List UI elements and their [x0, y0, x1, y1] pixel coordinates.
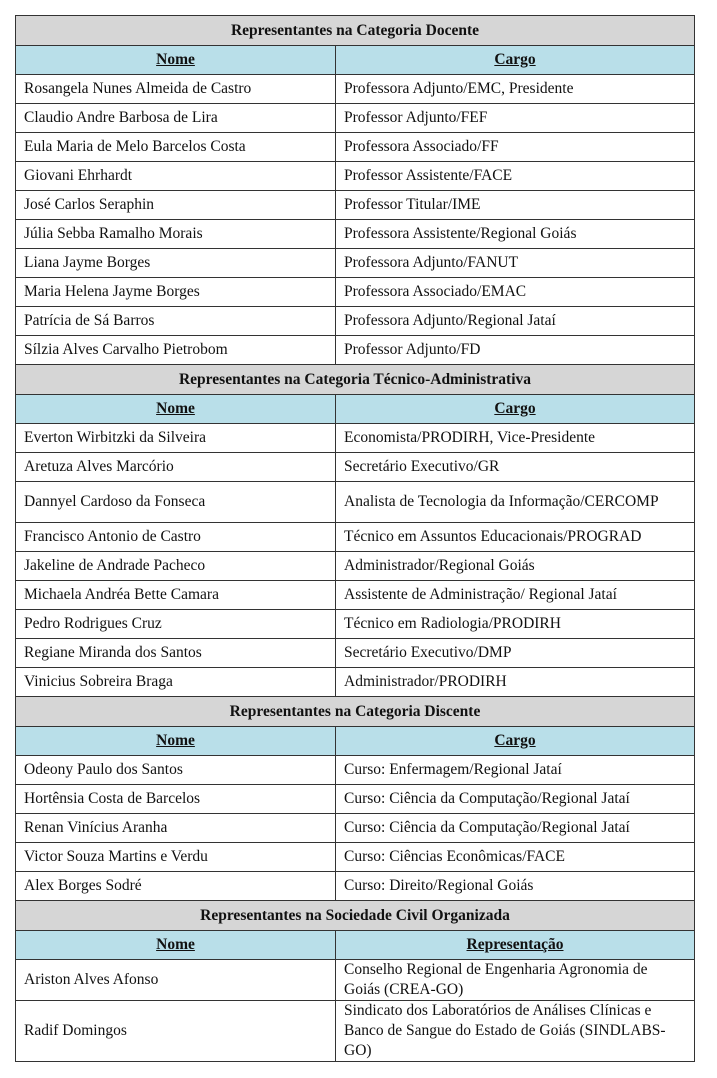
- column-header-row: [16, 931, 695, 960]
- table-row: [16, 453, 695, 482]
- section-header-sociedade-civil: [16, 901, 695, 931]
- role-cell: Professora Adjunto/EMC, Presidente: [336, 75, 695, 104]
- role-cell: Professora Associado/FF: [336, 133, 695, 162]
- table-row: [16, 960, 695, 1001]
- table-row: [16, 814, 695, 843]
- table-row: [16, 278, 695, 307]
- representation-cell: Sindicato dos Laboratórios de Análises Clínicas e Banco de Sangue do Estado de Goiás (SINDLABS-GO): [336, 1001, 695, 1062]
- table-row: [16, 133, 695, 162]
- role-cell: Assistente de Administração/ Regional Jataí: [336, 581, 695, 610]
- section-header-discente: [16, 697, 695, 727]
- column-header-nome: Nome: [16, 395, 336, 424]
- name-cell: Renan Vinícius Aranha: [16, 814, 336, 843]
- role-cell: Economista/PRODIRH, Vice-Presidente: [336, 424, 695, 453]
- role-cell: Curso: Direito/Regional Goiás: [336, 872, 695, 901]
- name-cell: Liana Jayme Borges: [16, 249, 336, 278]
- name-cell: Rosangela Nunes Almeida de Castro: [16, 75, 336, 104]
- table-row: [16, 191, 695, 220]
- role-cell: Professor Assistente/FACE: [336, 162, 695, 191]
- table-row: [16, 872, 695, 901]
- name-cell: Patrícia de Sá Barros: [16, 307, 336, 336]
- name-cell: Victor Souza Martins e Verdu: [16, 843, 336, 872]
- table-row: [16, 104, 695, 133]
- section-title: Representantes na Categoria Discente: [16, 697, 695, 727]
- table-row: [16, 336, 695, 365]
- role-cell: Curso: Enfermagem/Regional Jataí: [336, 756, 695, 785]
- role-cell: Administrador/PRODIRH: [336, 668, 695, 697]
- column-header-nome: Nome: [16, 727, 336, 756]
- name-cell: Claudio Andre Barbosa de Lira: [16, 104, 336, 133]
- table-row: [16, 756, 695, 785]
- column-header-row: [16, 46, 695, 75]
- name-cell: Pedro Rodrigues Cruz: [16, 610, 336, 639]
- name-cell: Maria Helena Jayme Borges: [16, 278, 336, 307]
- role-cell: Curso: Ciências Econômicas/FACE: [336, 843, 695, 872]
- name-cell: Vinicius Sobreira Braga: [16, 668, 336, 697]
- table-row: [16, 668, 695, 697]
- section-title: Representantes na Categoria Docente: [16, 16, 695, 46]
- role-cell: Técnico em Radiologia/PRODIRH: [336, 610, 695, 639]
- name-cell: Francisco Antonio de Castro: [16, 523, 336, 552]
- name-cell: Hortênsia Costa de Barcelos: [16, 785, 336, 814]
- column-header-row: [16, 727, 695, 756]
- name-cell: Jakeline de Andrade Pacheco: [16, 552, 336, 581]
- role-cell: Analista de Tecnologia da Informação/CERCOMP: [336, 482, 695, 523]
- name-cell: Sílzia Alves Carvalho Pietrobom: [16, 336, 336, 365]
- table-row: [16, 307, 695, 336]
- role-cell: Técnico em Assuntos Educacionais/PROGRAD: [336, 523, 695, 552]
- role-cell: Professora Adjunto/FANUT: [336, 249, 695, 278]
- column-header-nome: Nome: [16, 46, 336, 75]
- column-header-row: [16, 395, 695, 424]
- section-header-docente: [16, 16, 695, 46]
- table-row: [16, 581, 695, 610]
- role-cell: Secretário Executivo/DMP: [336, 639, 695, 668]
- name-cell: Radif Domingos: [16, 1001, 336, 1062]
- table-row: [16, 220, 695, 249]
- representatives-table: [15, 15, 695, 1062]
- name-cell: Júlia Sebba Ramalho Morais: [16, 220, 336, 249]
- role-cell: Professora Associado/EMAC: [336, 278, 695, 307]
- role-cell: Professor Adjunto/FD: [336, 336, 695, 365]
- name-cell: Regiane Miranda dos Santos: [16, 639, 336, 668]
- column-header-representacao: Representação: [336, 931, 695, 960]
- name-cell: José Carlos Seraphin: [16, 191, 336, 220]
- role-cell: Curso: Ciência da Computação/Regional Jataí: [336, 785, 695, 814]
- role-cell: Professor Adjunto/FEF: [336, 104, 695, 133]
- column-header-cargo: Cargo: [336, 46, 695, 75]
- name-cell: Everton Wirbitzki da Silveira: [16, 424, 336, 453]
- table-row: [16, 162, 695, 191]
- role-cell: Professor Titular/IME: [336, 191, 695, 220]
- table-row: [16, 424, 695, 453]
- column-header-cargo: Cargo: [336, 395, 695, 424]
- name-cell: Giovani Ehrhardt: [16, 162, 336, 191]
- role-cell: Professora Adjunto/Regional Jataí: [336, 307, 695, 336]
- column-header-cargo: Cargo: [336, 727, 695, 756]
- name-cell: Aretuza Alves Marcório: [16, 453, 336, 482]
- table-row: [16, 843, 695, 872]
- name-cell: Alex Borges Sodré: [16, 872, 336, 901]
- table-row: [16, 610, 695, 639]
- role-cell: Professora Assistente/Regional Goiás: [336, 220, 695, 249]
- name-cell: Dannyel Cardoso da Fonseca: [16, 482, 336, 523]
- section-title: Representantes na Categoria Técnico-Administrativa: [16, 365, 695, 395]
- table-row: [16, 482, 695, 523]
- table-row: [16, 639, 695, 668]
- table-row: [16, 552, 695, 581]
- table-row: [16, 523, 695, 552]
- role-cell: Curso: Ciência da Computação/Regional Jataí: [336, 814, 695, 843]
- table-row: [16, 249, 695, 278]
- section-title: Representantes na Sociedade Civil Organizada: [16, 901, 695, 931]
- name-cell: Eula Maria de Melo Barcelos Costa: [16, 133, 336, 162]
- table-row: [16, 1001, 695, 1062]
- name-cell: Michaela Andréa Bette Camara: [16, 581, 336, 610]
- section-header-tecnico-administrativa: [16, 365, 695, 395]
- role-cell: Administrador/Regional Goiás: [336, 552, 695, 581]
- representation-cell: Conselho Regional de Engenharia Agronomia de Goiás (CREA-GO): [336, 960, 695, 1001]
- role-cell: Secretário Executivo/GR: [336, 453, 695, 482]
- name-cell: Ariston Alves Afonso: [16, 960, 336, 1001]
- name-cell: Odeony Paulo dos Santos: [16, 756, 336, 785]
- representatives-document: [15, 15, 694, 1062]
- table-row: [16, 785, 695, 814]
- table-row: [16, 75, 695, 104]
- column-header-nome: Nome: [16, 931, 336, 960]
